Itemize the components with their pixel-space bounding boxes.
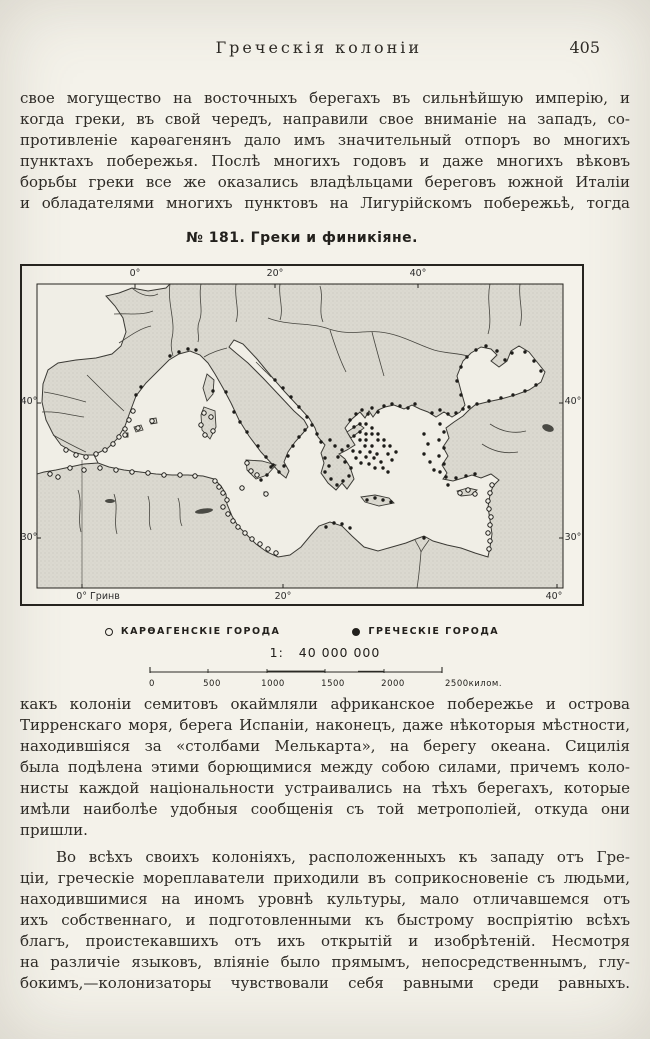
text-line: пунктахъ побережья. Послѣ многихъ годовъ и даже многихъ вѣковъ bbox=[20, 152, 630, 170]
text-line: нисты каждой національности устраивались на тѣхъ берегахъ, которые bbox=[20, 779, 630, 797]
figure-caption: № 181. Греки и финикіяне. bbox=[186, 230, 418, 246]
paragraph-bottom bbox=[20, 847, 630, 994]
text-line: бокимъ,—колонизаторы чувствовали себя равными среди равныхъ. bbox=[20, 974, 630, 992]
page-number: 405 bbox=[569, 38, 600, 57]
text-line: ціи, греческіе мореплаватели приходили въ соприкосновеніе съ людьми, bbox=[20, 869, 630, 887]
text-line: находившіяся за «столбами Мелькарта», на берегу океана. Сицилія bbox=[20, 737, 630, 755]
axis-label-left-30: 30° bbox=[20, 532, 38, 543]
axis-label-bottom-0: 0° Гринв bbox=[76, 591, 120, 602]
text-line: на различіе языковъ, вліяніе было прямымъ, непосредственнымъ, глу- bbox=[20, 953, 630, 971]
filled-circle-icon bbox=[352, 628, 360, 636]
axis-label-right-30: 30° bbox=[564, 532, 582, 543]
legend-item-greek bbox=[352, 626, 499, 637]
scale-tick-2000: 2000 bbox=[381, 679, 405, 689]
axis-label-bottom-20: 20° bbox=[274, 591, 292, 602]
text-line: была подѣлена этими борющимися между собою силами, причемъ коло- bbox=[20, 758, 630, 776]
scale-tick-1500: 1500 bbox=[321, 679, 345, 689]
map-scale-ratio: 1: 40 000 000 bbox=[269, 645, 381, 660]
scale-tick-500: 500 bbox=[203, 679, 221, 689]
legend-item-carthaginian bbox=[105, 626, 281, 637]
page-title: Греческія колоніи bbox=[215, 38, 423, 57]
scale-tick-0: 0 bbox=[149, 679, 155, 689]
paragraph-after-map bbox=[20, 694, 630, 841]
text-line: имѣли наиболѣе удобныя сообщенія съ той метрополіей, откуда они пришли. bbox=[20, 800, 630, 839]
scale-tick-1000: 1000 bbox=[261, 679, 285, 689]
text-line: Тирренскаго моря, берега Испаніи, наконецъ, даже нѣкоторыя мѣстности, bbox=[20, 716, 630, 734]
scale-tick-2500: 2500килом. bbox=[445, 679, 503, 689]
text-line: противленіе карѳагенянъ дало имъ значительный отпоръ во многихъ bbox=[20, 131, 630, 149]
axis-label-right-40: 40° bbox=[564, 396, 582, 407]
axis-label-top-40: 40° bbox=[409, 268, 427, 279]
text-line: находившимися на иномъ уровнѣ культуры, мало отличавшемся отъ bbox=[20, 890, 630, 908]
text-line: ихъ собственнаго, и подготовленными къ быстрому воспріятію всѣхъ bbox=[20, 911, 630, 929]
text-line: когда греки, въ свой чередъ, направили свое вниманіе на западъ, со- bbox=[20, 110, 630, 128]
text-line: борьбы греки все же оказались владѣльцами береговъ южной Италіи bbox=[20, 173, 630, 191]
map-scale-bar bbox=[20, 662, 630, 688]
map-figure bbox=[20, 264, 584, 606]
text-line: какъ колоніи семитовъ окаймляли африканское побережье и острова bbox=[20, 695, 630, 713]
legend-label: КАРѲАГЕНСКІЕ ГОРОДА bbox=[120, 626, 281, 637]
axis-label-top-20: 20° bbox=[266, 268, 284, 279]
mediterranean-map-svg bbox=[20, 264, 584, 606]
axis-label-top-0: 0° bbox=[129, 268, 141, 279]
axis-label-left-40: 40° bbox=[20, 396, 38, 407]
map-legend bbox=[20, 626, 584, 637]
text-line: свое могущество на восточныхъ берегахъ въ сильнѣйшую имперію, и bbox=[20, 89, 630, 107]
text-line: и обладателями многихъ пунктовъ на Лигурійскомъ побережьѣ, тогда bbox=[20, 194, 630, 212]
legend-label: ГРЕЧЕСКІЕ ГОРОДА bbox=[368, 626, 500, 637]
page-header bbox=[0, 0, 650, 62]
scale-bar-svg bbox=[148, 664, 548, 690]
paragraph-top bbox=[20, 88, 630, 214]
text-line: Во всѣхъ своихъ колоніяхъ, расположенныхъ къ западу отъ Гре- bbox=[56, 848, 630, 866]
axis-label-bottom-40: 40° bbox=[545, 591, 563, 602]
text-line: благъ, проистекавшихъ отъ ихъ открытій и изобрѣтеній. Несмотря bbox=[20, 932, 630, 950]
open-circle-icon bbox=[105, 628, 113, 636]
